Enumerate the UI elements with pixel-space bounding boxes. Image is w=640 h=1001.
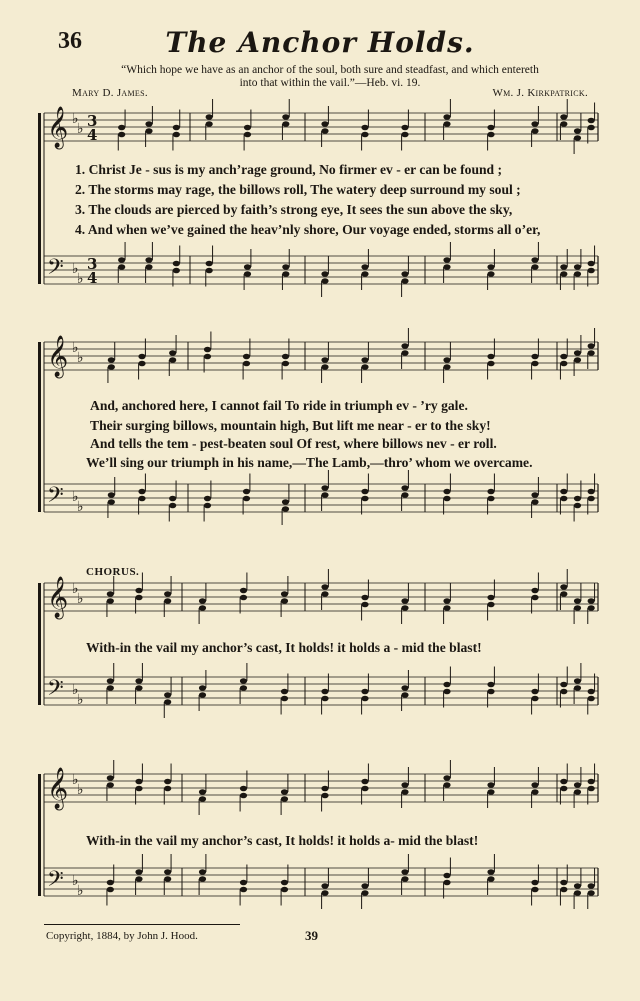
note-head (164, 699, 171, 705)
note-head (443, 598, 450, 604)
bass-clef-icon: 𝄢 (47, 255, 64, 285)
treble-clef-icon: 𝄞 (47, 336, 69, 377)
note-head (281, 796, 288, 802)
treble-clef-icon: 𝄞 (47, 577, 69, 618)
note-head (361, 357, 368, 363)
epigraph-line: into that within the vail.”—Heb. vi. 19. (239, 77, 421, 89)
note-head (574, 503, 581, 509)
epigraph-line: “Which hope we have as an anchor of the soul, both sure and steadfast, and which entereth (121, 64, 539, 76)
note-head (443, 880, 450, 886)
flat-icon: ♭ (72, 581, 79, 597)
note-head (588, 268, 595, 274)
verse-line: 1. Christ Je - sus is my anch’rage ground, No firmer ev - er can be found ; (75, 162, 503, 177)
bass-clef-icon: 𝄢 (47, 483, 64, 513)
note-head (361, 132, 368, 138)
note-head (240, 588, 247, 594)
note-head (204, 496, 211, 502)
note-head (560, 354, 567, 360)
note-head (204, 503, 211, 509)
note-head (401, 782, 408, 788)
note-head (199, 692, 206, 698)
note-head (531, 264, 538, 270)
note-head (487, 782, 494, 788)
note-head (321, 364, 328, 370)
note-head (588, 261, 595, 267)
note-head (281, 789, 288, 795)
note-head (401, 692, 408, 698)
page-number: 39 (305, 928, 318, 943)
flat-icon: ♭ (72, 489, 79, 505)
note-head (588, 890, 595, 896)
note-head (560, 682, 567, 688)
note-head (118, 257, 125, 263)
note-head (443, 775, 450, 781)
footer-divider (44, 924, 240, 925)
chorus-lyric-line: With-in the vail my anchor’s cast, It holds! it holds a- mid the blast! (86, 833, 479, 848)
note-head (199, 598, 206, 604)
note-head (487, 264, 494, 270)
note-head (487, 869, 494, 875)
note-head (361, 364, 368, 370)
note-head (281, 598, 288, 604)
treble-clef-icon: 𝄞 (47, 107, 69, 148)
note-head (401, 125, 408, 131)
note-head (361, 489, 368, 495)
flat-icon: ♭ (77, 121, 84, 137)
note-head (531, 689, 538, 695)
note-head (574, 357, 581, 363)
note-head (401, 789, 408, 795)
note-head (169, 503, 176, 509)
note-head (401, 598, 408, 604)
note-head (107, 775, 114, 781)
note-head (281, 880, 288, 886)
note-head (281, 689, 288, 695)
note-head (560, 361, 567, 367)
note-head (361, 602, 368, 608)
flat-icon: ♭ (77, 883, 84, 899)
note-head (588, 350, 595, 356)
note-head (199, 789, 206, 795)
note-head (401, 271, 408, 277)
note-head (164, 876, 171, 882)
note-head (321, 271, 328, 277)
note-head (107, 887, 114, 893)
note-head (560, 689, 567, 695)
note-head (487, 354, 494, 360)
note-head (401, 132, 408, 138)
time-signature: 4 (87, 269, 98, 287)
flat-icon: ♭ (77, 591, 84, 607)
note-head (169, 350, 176, 356)
note-head (560, 880, 567, 886)
note-head (588, 343, 595, 349)
note-head (588, 779, 595, 785)
flat-icon: ♭ (72, 873, 79, 889)
note-head (588, 605, 595, 611)
note-head (443, 121, 450, 127)
note-head (443, 682, 450, 688)
note-head (361, 271, 368, 277)
note-head (321, 492, 328, 498)
note-head (164, 591, 171, 597)
note-head (199, 869, 206, 875)
flat-icon: ♭ (72, 772, 79, 788)
bass-clef-icon: 𝄢 (47, 867, 64, 897)
verse-line: 3. The clouds are pierced by faith’s strong eye, It sees the sun above the sky, (75, 202, 513, 217)
note-head (240, 887, 247, 893)
note-head (107, 678, 114, 684)
note-head (443, 257, 450, 263)
note-head (443, 689, 450, 695)
note-head (401, 876, 408, 882)
note-head (135, 779, 142, 785)
time-signature: 3 (87, 112, 98, 130)
note-head (118, 264, 125, 270)
note-head (574, 789, 581, 795)
treble-clef-icon: 𝄞 (47, 768, 69, 809)
verse-line: We’ll sing our triumph in his name,—The Lamb,—thro’ whom we overcame. (86, 455, 533, 470)
note-head (281, 696, 288, 702)
note-head (443, 782, 450, 788)
verse-line: Their surging billows, mountain high, But lift me near - er to the sky! (90, 418, 491, 433)
note-head (560, 271, 567, 277)
note-head (108, 492, 115, 498)
note-head (588, 689, 595, 695)
note-head (173, 261, 180, 267)
system-brace (38, 113, 41, 284)
note-head (361, 786, 368, 792)
note-head (135, 786, 142, 792)
note-head (588, 786, 595, 792)
note-head (108, 357, 115, 363)
note-head (361, 883, 368, 889)
note-head (145, 257, 152, 263)
note-head (321, 786, 328, 792)
note-head (531, 257, 538, 263)
note-head (443, 264, 450, 270)
note-head (164, 869, 171, 875)
note-head (321, 121, 328, 127)
note-head (401, 492, 408, 498)
note-head (135, 869, 142, 875)
note-head (361, 689, 368, 695)
note-head (574, 350, 581, 356)
author-credit: Mary D. James. (72, 87, 148, 99)
note-head (244, 132, 251, 138)
note-head (164, 598, 171, 604)
note-head (321, 485, 328, 491)
note-head (361, 496, 368, 502)
note-head (321, 883, 328, 889)
note-head (574, 685, 581, 691)
note-head (321, 591, 328, 597)
bass-clef-icon: 𝄢 (47, 676, 64, 706)
note-head (243, 361, 250, 367)
time-signature: 3 (87, 255, 98, 273)
note-head (244, 264, 251, 270)
note-head (531, 887, 538, 893)
note-head (574, 271, 581, 277)
note-head (281, 887, 288, 893)
note-head (108, 364, 115, 370)
note-head (560, 496, 567, 502)
note-head (118, 125, 125, 131)
note-head (560, 887, 567, 893)
note-head (401, 278, 408, 284)
note-head (361, 595, 368, 601)
note-head (401, 485, 408, 491)
note-head (574, 883, 581, 889)
note-head (560, 584, 567, 590)
note-head (281, 591, 288, 597)
note-head (118, 132, 125, 138)
note-head (401, 343, 408, 349)
note-head (321, 357, 328, 363)
note-head (321, 584, 328, 590)
note-head (107, 591, 114, 597)
note-head (321, 278, 328, 284)
note-head (107, 598, 114, 604)
note-head (443, 357, 450, 363)
flat-icon: ♭ (72, 261, 79, 277)
note-head (531, 492, 538, 498)
note-head (145, 121, 152, 127)
note-head (574, 782, 581, 788)
note-head (282, 264, 289, 270)
note-head (107, 880, 114, 886)
note-head (169, 496, 176, 502)
note-head (164, 786, 171, 792)
note-head (135, 588, 142, 594)
note-head (401, 605, 408, 611)
note-head (361, 779, 368, 785)
note-head (282, 271, 289, 277)
note-head (574, 890, 581, 896)
note-head (206, 121, 213, 127)
note-head (574, 128, 581, 134)
note-head (574, 135, 581, 141)
note-head (243, 489, 250, 495)
note-head (206, 261, 213, 267)
note-head (574, 264, 581, 270)
note-head (574, 496, 581, 502)
note-head (240, 880, 247, 886)
note-head (361, 890, 368, 896)
note-head (560, 779, 567, 785)
note-head (531, 880, 538, 886)
note-head (199, 685, 206, 691)
system-brace (38, 583, 41, 705)
chorus-label: CHORUS. (86, 566, 140, 578)
note-head (588, 125, 595, 131)
note-head (135, 595, 142, 601)
note-head (138, 361, 145, 367)
note-head (560, 786, 567, 792)
system-brace (38, 342, 41, 512)
note-head (487, 789, 494, 795)
note-head (487, 876, 494, 882)
flat-icon: ♭ (72, 340, 79, 356)
note-head (401, 685, 408, 691)
note-head (361, 264, 368, 270)
note-head (588, 118, 595, 124)
note-head (487, 132, 494, 138)
note-head (108, 499, 115, 505)
note-head (531, 499, 538, 505)
note-head (531, 782, 538, 788)
note-head (361, 125, 368, 131)
note-head (531, 361, 538, 367)
copyright-notice: Copyright, 1884, by John J. Hood. (46, 930, 198, 942)
note-head (443, 364, 450, 370)
note-head (199, 605, 206, 611)
note-head (531, 121, 538, 127)
hymn-number: 36 (58, 28, 82, 54)
note-head (487, 489, 494, 495)
flat-icon: ♭ (77, 271, 84, 287)
note-head (240, 678, 247, 684)
verse-line: And, anchored here, I cannot fail To ride in triumph ev - ’ry gale. (90, 398, 468, 413)
note-head (574, 598, 581, 604)
note-head (206, 268, 213, 274)
note-head (164, 779, 171, 785)
composer-credit: Wm. J. Kirkpatrick. (492, 87, 588, 99)
note-head (321, 128, 328, 134)
note-head (282, 499, 289, 505)
note-head (138, 496, 145, 502)
note-head (487, 125, 494, 131)
note-head (560, 264, 567, 270)
note-head (204, 347, 211, 353)
note-head (487, 595, 494, 601)
note-head (443, 496, 450, 502)
note-head (574, 678, 581, 684)
note-head (107, 685, 114, 691)
note-head (588, 496, 595, 502)
time-signature: 4 (87, 126, 98, 144)
note-head (531, 696, 538, 702)
note-head (531, 354, 538, 360)
note-head (401, 350, 408, 356)
system-brace (38, 774, 41, 896)
note-head (138, 489, 145, 495)
note-head (199, 876, 206, 882)
note-head (574, 605, 581, 611)
note-head (240, 793, 247, 799)
note-head (282, 121, 289, 127)
chorus-lyric-line: With-in the vail my anchor’s cast, It holds! it holds a - mid the blast! (86, 640, 482, 655)
note-head (169, 357, 176, 363)
hymn-title: The Anchor Holds. (165, 26, 475, 59)
flat-icon: ♭ (77, 782, 84, 798)
note-head (443, 873, 450, 879)
note-head (487, 361, 494, 367)
note-head (138, 354, 145, 360)
note-head (487, 271, 494, 277)
note-head (282, 114, 289, 120)
note-head (199, 796, 206, 802)
note-head (206, 114, 213, 120)
note-head (135, 678, 142, 684)
note-head (443, 114, 450, 120)
note-head (560, 489, 567, 495)
flat-icon: ♭ (77, 499, 84, 515)
note-head (487, 682, 494, 688)
note-head (487, 689, 494, 695)
verse-line: And tells the tem - pest-beaten soul Of rest, where billows nev - er roll. (90, 436, 497, 451)
note-head (443, 489, 450, 495)
note-head (531, 789, 538, 795)
note-head (588, 883, 595, 889)
note-head (173, 125, 180, 131)
note-head (321, 890, 328, 896)
note-head (240, 786, 247, 792)
note-head (173, 132, 180, 138)
note-head (244, 271, 251, 277)
note-head (135, 685, 142, 691)
flat-icon: ♭ (72, 682, 79, 698)
flat-icon: ♭ (77, 350, 84, 366)
note-head (531, 595, 538, 601)
note-head (244, 125, 251, 131)
note-head (240, 595, 247, 601)
note-head (560, 121, 567, 127)
note-head (204, 354, 211, 360)
note-head (321, 696, 328, 702)
note-head (107, 782, 114, 788)
note-head (282, 361, 289, 367)
note-head (145, 128, 152, 134)
note-head (560, 114, 567, 120)
note-head (282, 354, 289, 360)
note-head (321, 689, 328, 695)
note-head (164, 692, 171, 698)
note-head (588, 598, 595, 604)
verse-line: 2. The storms may rage, the billows roll, The watery deep surround my soul ; (75, 182, 521, 197)
flat-icon: ♭ (72, 111, 79, 127)
note-head (173, 268, 180, 274)
note-head (487, 602, 494, 608)
note-head (588, 489, 595, 495)
note-head (560, 591, 567, 597)
note-head (243, 354, 250, 360)
note-head (531, 588, 538, 594)
verse-line: 4. And when we’ve gained the heav’nly shore, Our voyage ended, storms all o’er, (75, 222, 541, 237)
note-head (401, 869, 408, 875)
note-head (282, 506, 289, 512)
note-head (361, 696, 368, 702)
note-head (531, 128, 538, 134)
flat-icon: ♭ (77, 692, 84, 708)
note-head (240, 685, 247, 691)
note-head (487, 496, 494, 502)
note-head (321, 793, 328, 799)
note-head (243, 496, 250, 502)
note-head (145, 264, 152, 270)
note-head (588, 696, 595, 702)
note-head (135, 876, 142, 882)
note-head (443, 605, 450, 611)
